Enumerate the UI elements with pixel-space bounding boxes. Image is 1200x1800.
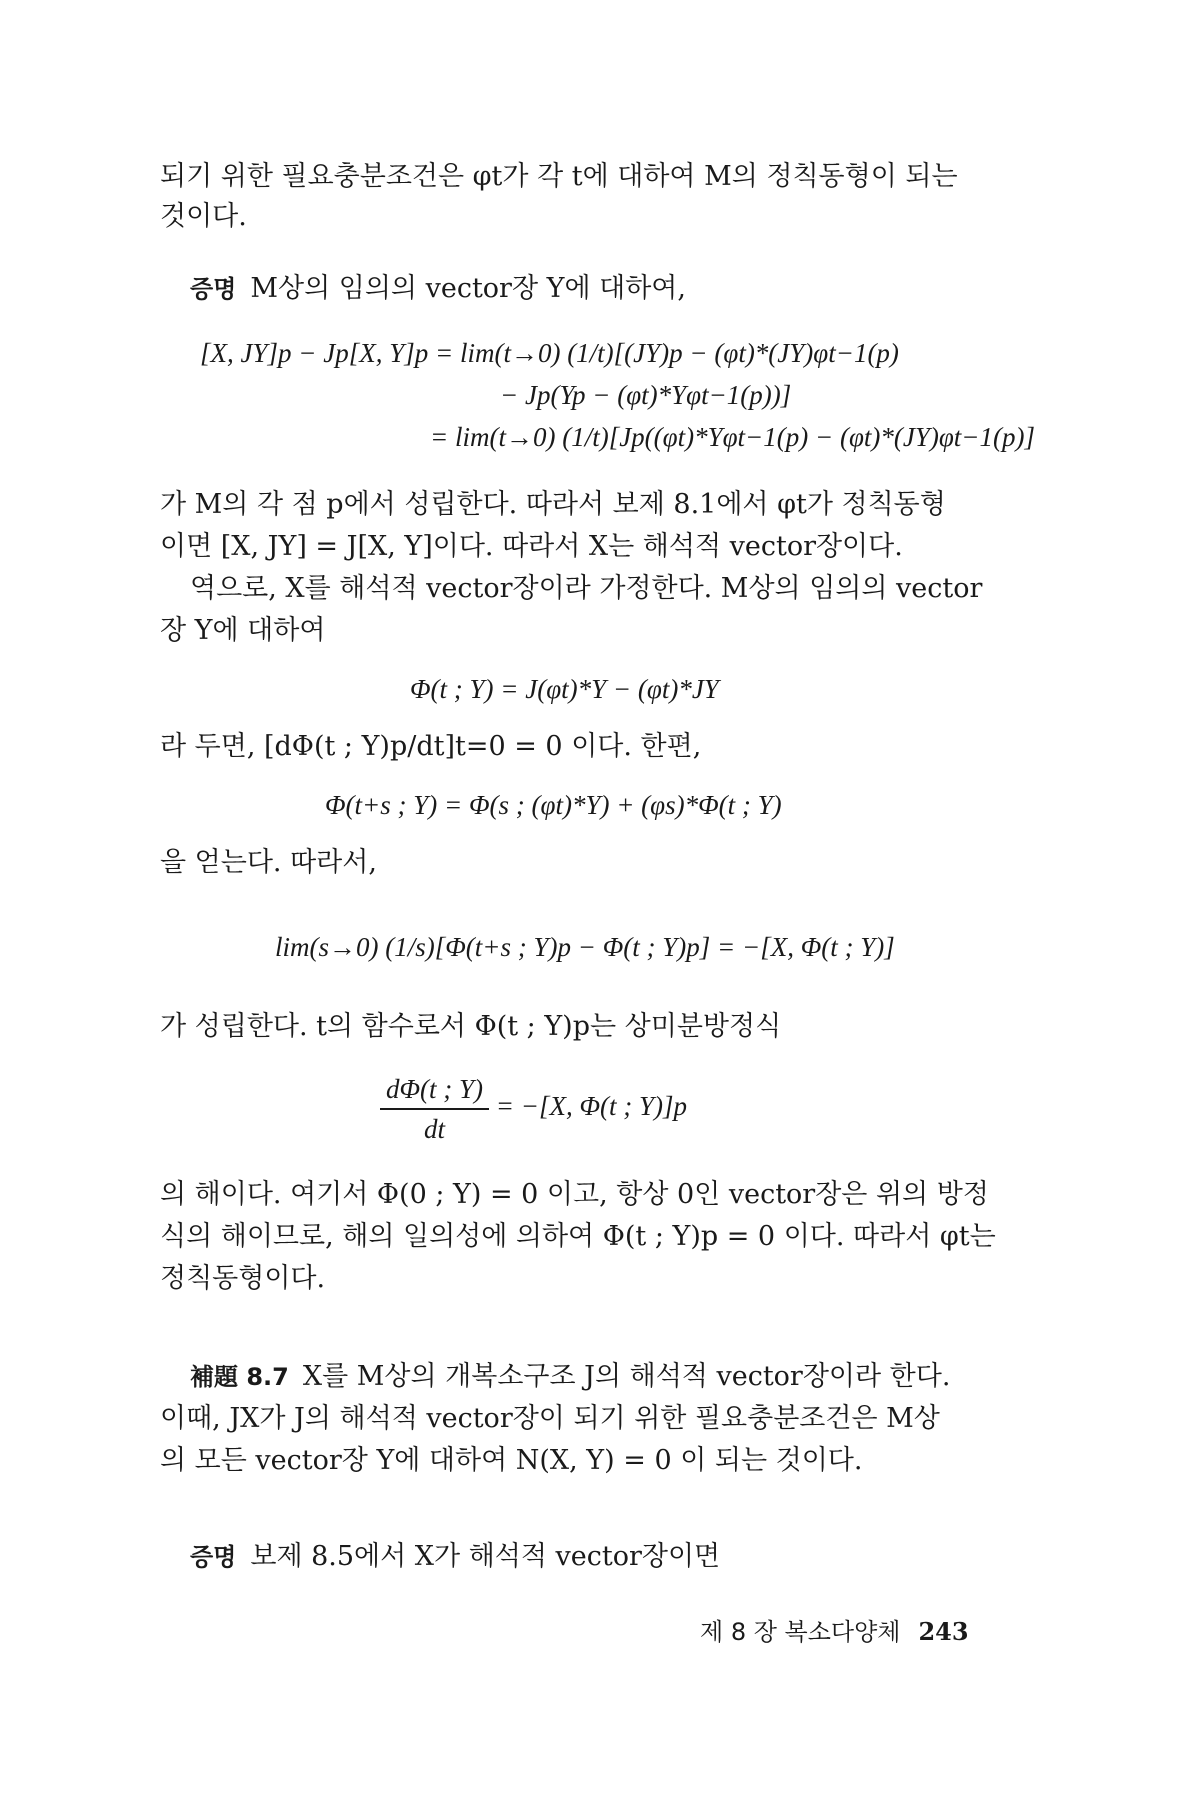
paragraph-line: 이면 [X, JY] = J[X, Y]이다. 따라서 X는 해석적 vector장이다. xyxy=(160,531,903,562)
page-footer xyxy=(700,1612,1020,1647)
proof-line xyxy=(190,1540,1070,1574)
equation-rhs: = −[X, Φ(t ; Y)]p xyxy=(495,1091,688,1122)
equation-line: [X, JY]p − Jp[X, Y]p = lim(t→0) (1/t)[(JY)p − (φt)*(JY)φt−1(p) xyxy=(200,338,899,368)
lemma-line xyxy=(190,1360,1070,1394)
fraction-numerator: dΦ(t ; Y) xyxy=(380,1070,489,1110)
lemma-line: 이때, JX가 J의 해석적 vector장이 되기 위한 필요충분조건은 M상 xyxy=(160,1403,940,1434)
fraction-denominator: dt xyxy=(424,1114,446,1144)
equation-line: − Jp(Yp − (φt)*Yφt−1(p))] xyxy=(500,380,792,410)
chapter-title: 제 8 장 복소다양체 xyxy=(700,1618,901,1646)
paragraph-line: 되기 위한 필요충분조건은 φt가 각 t에 대하여 M의 정칙동형이 되는 xyxy=(160,161,958,192)
fraction-equation xyxy=(380,1070,687,1148)
paragraph-line: 정칙동형이다. xyxy=(160,1263,326,1294)
lemma-line: 의 모든 vector장 Y에 대하여 N(X, Y) = 0 이 되는 것이다. xyxy=(160,1445,863,1476)
paragraph-line: 을 얻는다. 따라서, xyxy=(160,847,377,878)
paragraph-line: 의 해이다. 여기서 Φ(0 ; Y) = 0 이고, 항상 0인 vector장은 위의 방정 xyxy=(160,1179,989,1210)
page-number: 243 xyxy=(918,1617,969,1646)
equation-line: lim(s→0) (1/s)[Φ(t+s ; Y)p − Φ(t ; Y)p] = −[X, Φ(t ; Y)] xyxy=(275,932,895,962)
equation-line: = lim(t→0) (1/t)[Jp((φt)*Yφt−1(p) − (φt)*(JY)φt−1(p)] xyxy=(430,422,1036,452)
proof-line xyxy=(190,272,1070,306)
proof-label: 증명 xyxy=(190,1543,237,1571)
paragraph-line: 라 두면, [dΦ(t ; Y)p/dt]t=0 = 0 이다. 한편, xyxy=(160,731,702,762)
lemma-label: 補題 8.7 xyxy=(190,1363,289,1391)
paragraph-line: 역으로, X를 해석적 vector장이라 가정한다. M상의 임의의 vector xyxy=(190,573,983,604)
paragraph-line: 가 M의 각 점 p에서 성립한다. 따라서 보제 8.1에서 φt가 정칙동형 xyxy=(160,489,946,520)
fraction xyxy=(380,1070,489,1148)
proof-label: 증명 xyxy=(190,275,237,303)
lemma-text: X를 M상의 개복소구조 J의 해석적 vector장이라 한다. xyxy=(302,1361,951,1392)
proof-text: M상의 임의의 vector장 Y에 대하여, xyxy=(250,273,686,304)
equation-line: Φ(t ; Y) = J(φt)*Y − (φt)*JY xyxy=(410,674,719,704)
paragraph-line: 가 성립한다. t의 함수로서 Φ(t ; Y)p는 상미분방정식 xyxy=(160,1011,782,1042)
proof-text: 보제 8.5에서 X가 해석적 vector장이면 xyxy=(250,1541,721,1572)
paragraph-line: 식의 해이므로, 해의 일의성에 의하여 Φ(t ; Y)p = 0 이다. 따라서 φt는 xyxy=(160,1221,996,1252)
equation-line: Φ(t+s ; Y) = Φ(s ; (φt)*Y) + (φs)*Φ(t ; Y) xyxy=(325,790,782,820)
paragraph-line: 것이다. xyxy=(160,201,247,232)
paragraph-line: 장 Y에 대하여 xyxy=(160,615,326,646)
